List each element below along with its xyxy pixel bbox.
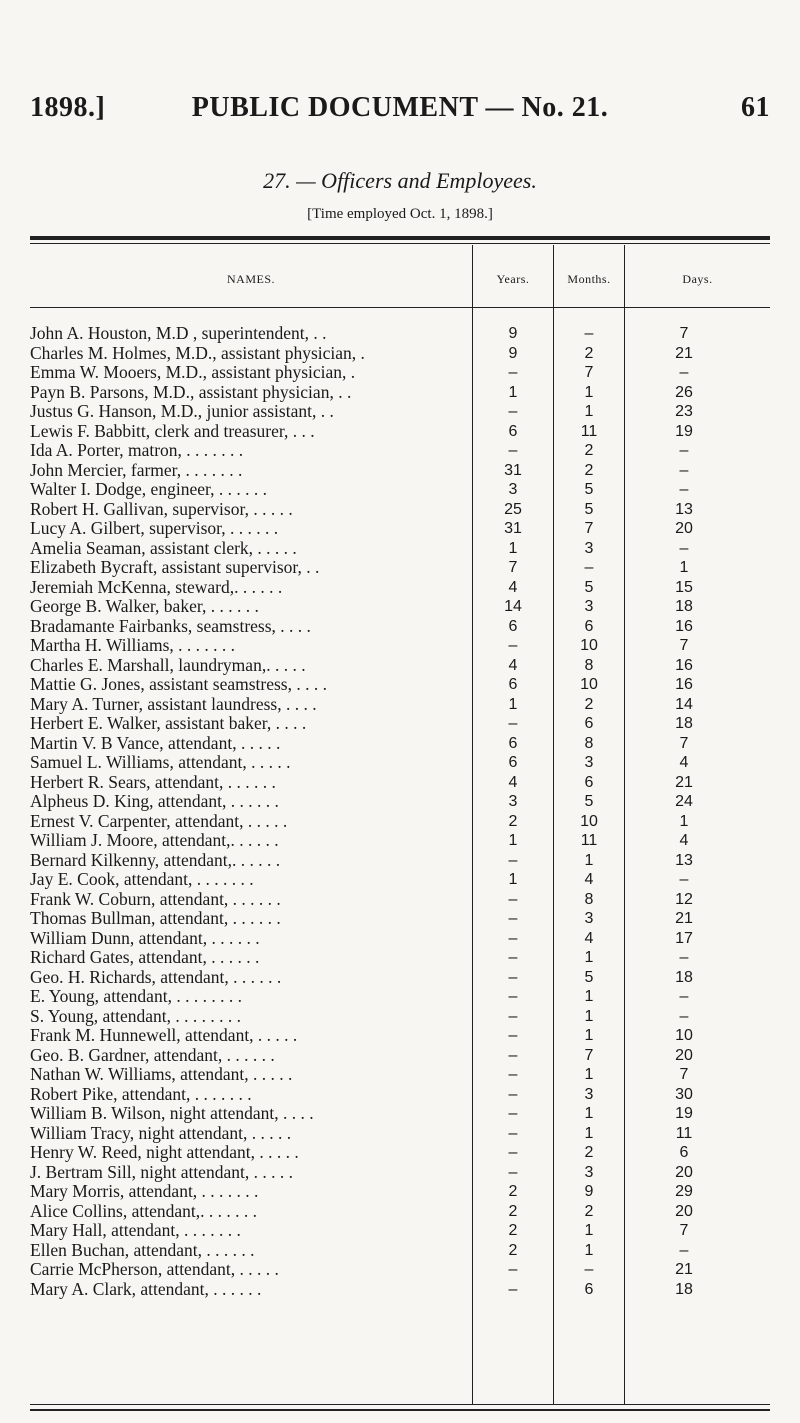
years-value: – [508, 1144, 518, 1161]
days-value: 24 [675, 793, 693, 810]
days-value: 21 [675, 910, 693, 927]
months-value: 1 [584, 1124, 594, 1142]
table-row [30, 480, 770, 500]
months-value: 10 [580, 676, 598, 693]
months-value: 1 [584, 403, 594, 420]
years-value: – [508, 968, 518, 986]
years-value: 9 [508, 325, 518, 342]
employee-name: Martin V. B Vance, attendant, . . . . . [30, 733, 281, 753]
days-value: 15 [675, 578, 693, 596]
table-row [30, 461, 770, 481]
months-value: 1 [584, 949, 594, 966]
table-top-thin-rule [30, 243, 770, 244]
employee-name: Nathan W. Williams, attendant, . . . . . [30, 1065, 293, 1084]
days-value: 16 [675, 656, 693, 674]
months-value: 7 [584, 1046, 594, 1064]
years-value: 31 [504, 520, 522, 537]
employee-name: Mattie G. Jones, assistant seamstress, . . . . [30, 675, 327, 694]
employee-name: Payn B. Parsons, M.D., assistant physician, . . [30, 382, 352, 402]
days-value: 18 [675, 1280, 693, 1298]
table-row [30, 617, 770, 637]
header-title: PUBLIC DOCUMENT — No. 21. [191, 92, 609, 123]
months-value: – [584, 559, 594, 576]
employee-name: Lewis F. Babbitt, clerk and treasurer, . . . [30, 421, 315, 441]
years-value: – [508, 890, 518, 908]
days-value: – [679, 461, 689, 479]
months-value: 8 [584, 734, 594, 752]
table-row [30, 441, 770, 461]
table-row [30, 363, 770, 383]
days-value: – [679, 988, 689, 1005]
months-value: 6 [584, 617, 594, 635]
employee-name: Ellen Buchan, attendant, . . . . . . [30, 1240, 255, 1260]
days-value: – [679, 539, 689, 557]
days-value: 13 [675, 500, 693, 518]
months-value: 7 [584, 364, 594, 381]
employee-name: Thomas Bullman, attendant, . . . . . . [30, 909, 281, 928]
employee-name: Jay E. Cook, attendant, . . . . . . . [30, 870, 254, 889]
years-value: 4 [508, 656, 518, 674]
table-row [30, 1163, 770, 1183]
employee-name: William Tracy, night attendant, . . . . . [30, 1123, 292, 1143]
table-row [30, 500, 770, 520]
days-value: – [679, 871, 689, 888]
employee-name: Geo. H. Richards, attendant, . . . . . . [30, 967, 282, 987]
months-value: 2 [584, 1144, 594, 1161]
header-year: 1898.] [30, 92, 106, 123]
months-value: 5 [584, 500, 594, 518]
employee-name: John Mercier, farmer, . . . . . . . [30, 460, 243, 480]
months-value: 5 [584, 968, 594, 986]
days-value: 1 [679, 812, 689, 830]
months-value: 6 [584, 715, 594, 732]
employee-name: George B. Walker, baker, . . . . . . [30, 597, 259, 616]
months-value: 1 [584, 1105, 594, 1122]
table-row [30, 344, 770, 364]
employee-name: Justus G. Hanson, M.D., junior assistant, . . [30, 402, 334, 421]
header-bottom-rule [30, 307, 770, 308]
months-value: 1 [584, 383, 594, 401]
table-row [30, 1241, 770, 1261]
days-value: 20 [675, 520, 693, 537]
days-value: 16 [675, 676, 693, 693]
months-value: 1 [584, 1027, 594, 1044]
years-value: – [508, 1280, 518, 1298]
years-value: 2 [508, 1241, 518, 1259]
table-row [30, 1065, 770, 1085]
months-value: 1 [584, 1241, 594, 1259]
days-value: 12 [675, 890, 693, 908]
days-value: 17 [675, 929, 693, 947]
table-row [30, 831, 770, 851]
column-header-days: Days. [682, 272, 713, 286]
days-value: – [679, 481, 689, 498]
employee-name: Mary A. Turner, assistant laundress, . . . . [30, 694, 317, 714]
table-row [30, 1124, 770, 1144]
years-value: – [508, 1261, 518, 1278]
months-value: 1 [584, 1222, 594, 1239]
table-row [30, 851, 770, 871]
months-value: 3 [584, 910, 594, 927]
years-value: – [508, 403, 518, 420]
months-value: 2 [584, 461, 594, 479]
days-value: 13 [675, 851, 693, 869]
days-value: – [679, 1007, 689, 1025]
years-value: 4 [508, 773, 518, 791]
years-value: – [508, 1105, 518, 1122]
employee-name: Emma W. Mooers, M.D., assistant physician, . [30, 363, 356, 382]
days-value: 21 [675, 344, 693, 362]
years-value: 3 [508, 481, 518, 498]
months-value: 8 [584, 656, 594, 674]
months-value: – [584, 1261, 594, 1278]
employee-name: Alpheus D. King, attendant, . . . . . . [30, 792, 279, 811]
years-value: 1 [508, 832, 518, 849]
table-row [30, 636, 770, 656]
employee-name: Carrie McPherson, attendant, . . . . . [30, 1260, 279, 1279]
table-row [30, 1026, 770, 1046]
table-row [30, 870, 770, 890]
years-value: – [508, 442, 518, 459]
employee-name: Jeremiah McKenna, steward,. . . . . . [30, 577, 283, 597]
employee-name: Robert H. Gallivan, supervisor, . . . . . [30, 499, 293, 519]
years-value: – [508, 910, 518, 927]
years-value: – [508, 988, 518, 1005]
days-value: – [679, 949, 689, 966]
table-row [30, 656, 770, 676]
employee-name: Lucy A. Gilbert, supervisor, . . . . . . [30, 519, 279, 538]
months-value: 11 [580, 832, 598, 849]
days-value: 29 [675, 1183, 693, 1200]
column-header-years: Years. [496, 272, 530, 286]
days-value: 7 [679, 1222, 689, 1239]
years-value: 7 [508, 559, 518, 576]
days-value: 7 [679, 734, 689, 752]
table-row [30, 402, 770, 422]
years-value: – [508, 949, 518, 966]
days-value: 21 [675, 1261, 693, 1278]
days-value: 26 [675, 383, 693, 401]
table-top-rule [30, 236, 770, 240]
months-value: 9 [584, 1183, 594, 1200]
table-row [30, 714, 770, 734]
employee-name: Martha H. Williams, . . . . . . . [30, 636, 236, 655]
table-row [30, 324, 770, 344]
employee-name: Ernest V. Carpenter, attendant, . . . . . [30, 811, 288, 831]
months-value: 3 [584, 539, 594, 557]
employee-name: Mary Hall, attendant, . . . . . . . [30, 1221, 241, 1240]
employee-name: Charles M. Holmes, M.D., assistant physician, . [30, 343, 365, 363]
years-value: 6 [508, 754, 518, 771]
days-value: 7 [679, 637, 689, 654]
employee-name: Mary Morris, attendant, . . . . . . . [30, 1182, 259, 1201]
table-row [30, 753, 770, 773]
months-value: 3 [584, 754, 594, 771]
table-row [30, 792, 770, 812]
months-value: 4 [584, 929, 594, 947]
running-header [30, 92, 770, 132]
months-value: 2 [584, 695, 594, 713]
years-value: 2 [508, 812, 518, 830]
employee-name: Henry W. Reed, night attendant, . . . . . [30, 1143, 299, 1162]
years-value: 2 [508, 1183, 518, 1200]
employee-name: William B. Wilson, night attendant, . . . . [30, 1104, 314, 1123]
table-row [30, 987, 770, 1007]
days-value: 19 [675, 422, 693, 440]
days-value: 1 [679, 559, 689, 576]
years-value: – [508, 715, 518, 732]
days-value: 19 [675, 1105, 693, 1122]
years-value: – [508, 1066, 518, 1083]
table-row [30, 383, 770, 403]
months-value: 5 [584, 793, 594, 810]
years-value: – [508, 851, 518, 869]
table-row [30, 890, 770, 910]
employee-name: Elizabeth Bycraft, assistant supervisor, . . [30, 558, 320, 577]
years-value: – [508, 1085, 518, 1103]
years-value: 2 [508, 1222, 518, 1239]
months-value: 1 [584, 988, 594, 1005]
table-row [30, 1143, 770, 1163]
days-value: 23 [675, 403, 693, 420]
section-title: 27. — Officers and Employees. [263, 168, 537, 193]
table-row [30, 734, 770, 754]
employee-name: Alice Collins, attendant,. . . . . . . [30, 1201, 257, 1221]
years-value: – [508, 1124, 518, 1142]
days-value: 14 [675, 695, 693, 713]
years-value: 6 [508, 422, 518, 440]
table-row [30, 578, 770, 598]
table-subtitle: [Time employed Oct. 1, 1898.] [307, 206, 493, 222]
table-row [30, 1182, 770, 1202]
table-row [30, 539, 770, 559]
months-value: 4 [584, 871, 594, 888]
employee-name: Bradamante Fairbanks, seamstress, . . . . [30, 616, 311, 636]
table-row [30, 968, 770, 988]
years-value: – [508, 637, 518, 654]
months-value: 1 [584, 1007, 594, 1025]
years-value: 2 [508, 1202, 518, 1220]
employee-name: Bernard Kilkenny, attendant,. . . . . . [30, 850, 281, 870]
years-value: – [508, 364, 518, 381]
years-value: 6 [508, 676, 518, 693]
years-value: 1 [508, 539, 518, 557]
days-value: 7 [679, 325, 689, 342]
employee-name: J. Bertram Sill, night attendant, . . . . . [30, 1162, 293, 1182]
years-value: 31 [504, 461, 522, 479]
employee-name: John A. Houston, M.D , superintendent, . . [30, 324, 327, 343]
months-value: 2 [584, 1202, 594, 1220]
days-value: 18 [675, 968, 693, 986]
days-value: – [679, 1241, 689, 1259]
days-value: 6 [679, 1144, 689, 1161]
years-value: 6 [508, 734, 518, 752]
table-row [30, 675, 770, 695]
employee-name: William Dunn, attendant, . . . . . . [30, 928, 260, 948]
years-value: 9 [508, 344, 518, 362]
table-row [30, 1260, 770, 1280]
table-row [30, 1046, 770, 1066]
months-value: 5 [584, 578, 594, 596]
table-row [30, 597, 770, 617]
employee-name: Samuel L. Williams, attendant, . . . . . [30, 753, 291, 772]
days-value: 4 [679, 832, 689, 849]
column-header-months: Months. [567, 272, 611, 286]
months-value: 3 [584, 1085, 594, 1103]
days-value: – [679, 442, 689, 459]
employee-name: Ida A. Porter, matron, . . . . . . . [30, 441, 244, 460]
years-value: – [508, 929, 518, 947]
years-value: 6 [508, 617, 518, 635]
days-value: 10 [675, 1027, 693, 1044]
years-value: 3 [508, 793, 518, 810]
employee-name: Mary A. Clark, attendant, . . . . . . [30, 1279, 262, 1299]
table-bottom-rule [30, 1409, 770, 1411]
table-row [30, 909, 770, 929]
days-value: 20 [675, 1046, 693, 1064]
table-row [30, 948, 770, 968]
employee-name: Herbert E. Walker, assistant baker, . . . . [30, 714, 307, 733]
employee-name: Walter I. Dodge, engineer, . . . . . . [30, 480, 267, 499]
months-value: 5 [584, 481, 594, 498]
years-value: 4 [508, 578, 518, 596]
months-value: 7 [584, 520, 594, 537]
employee-name: Robert Pike, attendant, . . . . . . . [30, 1084, 252, 1104]
months-value: 6 [584, 1280, 594, 1298]
days-value: 20 [675, 1163, 693, 1181]
days-value: 20 [675, 1202, 693, 1220]
column-header-names: NAMES. [226, 272, 275, 286]
years-value: – [508, 1007, 518, 1025]
days-value: 7 [679, 1066, 689, 1083]
table-row [30, 773, 770, 793]
days-value: 4 [679, 754, 689, 771]
employee-name: S. Young, attendant, . . . . . . . . [30, 1006, 241, 1026]
months-value: 2 [584, 344, 594, 362]
months-value: 11 [580, 422, 598, 440]
table-row [30, 558, 770, 578]
days-value: 18 [675, 715, 693, 732]
table-row [30, 695, 770, 715]
years-value: 25 [504, 500, 522, 518]
employee-name: Herbert R. Sears, attendant, . . . . . . [30, 772, 276, 792]
table-row [30, 1280, 770, 1300]
months-value: 3 [584, 1163, 594, 1181]
years-value: 1 [508, 383, 518, 401]
days-value: 21 [675, 773, 693, 791]
table-row [30, 929, 770, 949]
table-row [30, 1007, 770, 1027]
months-value: 10 [580, 637, 598, 654]
table-row [30, 519, 770, 539]
days-value: 11 [675, 1124, 693, 1142]
years-value: – [508, 1027, 518, 1044]
employee-name: Charles E. Marshall, laundryman,. . . . . [30, 655, 306, 675]
table-row [30, 1085, 770, 1105]
employee-name: Amelia Seaman, assistant clerk, . . . . . [30, 538, 297, 558]
table-row [30, 812, 770, 832]
days-value: 30 [675, 1085, 693, 1103]
months-value: 2 [584, 442, 594, 459]
years-value: – [508, 1046, 518, 1064]
months-value: 1 [584, 1066, 594, 1083]
employee-name: E. Young, attendant, . . . . . . . . [30, 987, 242, 1006]
months-value: 6 [584, 773, 594, 791]
employee-name: Frank W. Coburn, attendant, . . . . . . [30, 889, 281, 909]
years-value: – [508, 1163, 518, 1181]
table-row [30, 1221, 770, 1241]
years-value: 14 [504, 598, 522, 615]
years-value: 1 [508, 871, 518, 888]
employee-name: Richard Gates, attendant, . . . . . . [30, 948, 260, 967]
days-value: 18 [675, 598, 693, 615]
months-value: – [584, 325, 594, 342]
months-value: 3 [584, 598, 594, 615]
years-value: 1 [508, 695, 518, 713]
months-value: 10 [580, 812, 598, 830]
months-value: 1 [584, 851, 594, 869]
days-value: 16 [675, 617, 693, 635]
months-value: 8 [584, 890, 594, 908]
table-bottom-thin-rule [30, 1404, 770, 1405]
employee-name: Geo. B. Gardner, attendant, . . . . . . [30, 1045, 275, 1065]
employee-name: Frank M. Hunnewell, attendant, . . . . . [30, 1026, 298, 1045]
page-number: 61 [741, 92, 770, 123]
table-row [30, 422, 770, 442]
employee-table-body [30, 324, 770, 1299]
employee-name: William J. Moore, attendant,. . . . . . [30, 831, 279, 850]
table-row [30, 1202, 770, 1222]
table-row [30, 1104, 770, 1124]
days-value: – [679, 364, 689, 381]
